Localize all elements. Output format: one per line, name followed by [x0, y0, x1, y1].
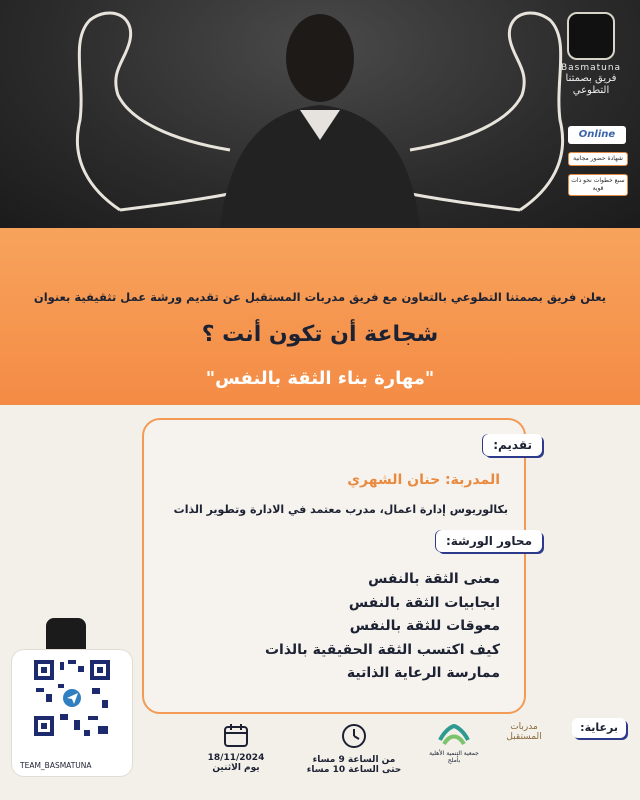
hero-image — [0, 0, 640, 228]
qr-code[interactable] — [32, 658, 112, 738]
calendar-icon — [223, 722, 249, 748]
list-item: كيف اكتسب الثقة الحقيقية بالذات — [264, 641, 500, 658]
brand-latin-name: Basmatuna — [560, 63, 622, 73]
axes-list — [240, 568, 500, 686]
sponsor-logo-1 — [424, 722, 484, 764]
date-text: 18/11/2024 — [207, 753, 265, 763]
certificate-tag: شهادة حضور مجانية — [568, 152, 628, 166]
sponsor-logo-2 — [494, 722, 554, 742]
clock-icon — [340, 722, 368, 750]
sponsor-label: برعاية: — [572, 718, 626, 738]
side-tags — [568, 126, 626, 196]
sponsor-1-name: جمعية التنمية الأهلية بأملج — [429, 750, 479, 764]
intro-text: يعلن فريق بصمتنا التطوعي بالتعاون مع فريق مدربات المستقبل عن تقديم ورشة عمل تثقيفية بعنوان — [33, 290, 607, 304]
handle-text: TEAM_BASMATUNA — [20, 761, 92, 770]
list-item: معنى الثقة بالنفس — [368, 571, 500, 587]
list-item: ممارسة الرعاية الذاتية — [346, 665, 500, 681]
hands-logo-icon — [436, 722, 472, 748]
brand-arabic-line2: التطوعي — [572, 85, 610, 96]
event-time — [306, 722, 402, 775]
list-item: معوقات للثقة بالنفس — [349, 618, 500, 634]
brand-emblem — [567, 12, 615, 60]
sponsor-2-line2: المستقبل — [506, 732, 542, 742]
presenter-chip: تقديم: — [483, 434, 542, 456]
time-from: من الساعة 9 مساء — [312, 755, 396, 765]
axes-chip: محاور الورشة: — [436, 530, 542, 552]
trainer-name: المدربة: حنان الشهري — [347, 472, 500, 488]
time-to: حتى الساعة 10 مساء — [306, 765, 402, 775]
man-with-muscle-drawing — [0, 0, 640, 228]
event-date — [196, 722, 276, 773]
list-item: ايجابيات الثقة بالنفس — [348, 594, 500, 611]
qr-card[interactable] — [12, 650, 132, 776]
brand-logo — [560, 12, 622, 97]
brand-arabic-line1: فريق بصمتنا — [565, 73, 617, 84]
online-tag: Online — [568, 126, 626, 144]
sponsor-2-line1: مدربات — [510, 722, 538, 732]
day-text: يوم الاثنين — [212, 763, 260, 773]
workshop-title: شجاعة أن تكون أنت ؟ — [201, 322, 439, 347]
steps-tag: سبع خطوات نحو ذات قوية — [568, 174, 628, 196]
trainer-description: بكالوريوس إدارة اعمال، مدرب معتمد في الادارة وتطوير الذات — [173, 503, 508, 516]
workshop-subtitle: "مهارة بناء الثقة بالنفس" — [205, 368, 435, 389]
social-handle[interactable] — [20, 761, 92, 770]
